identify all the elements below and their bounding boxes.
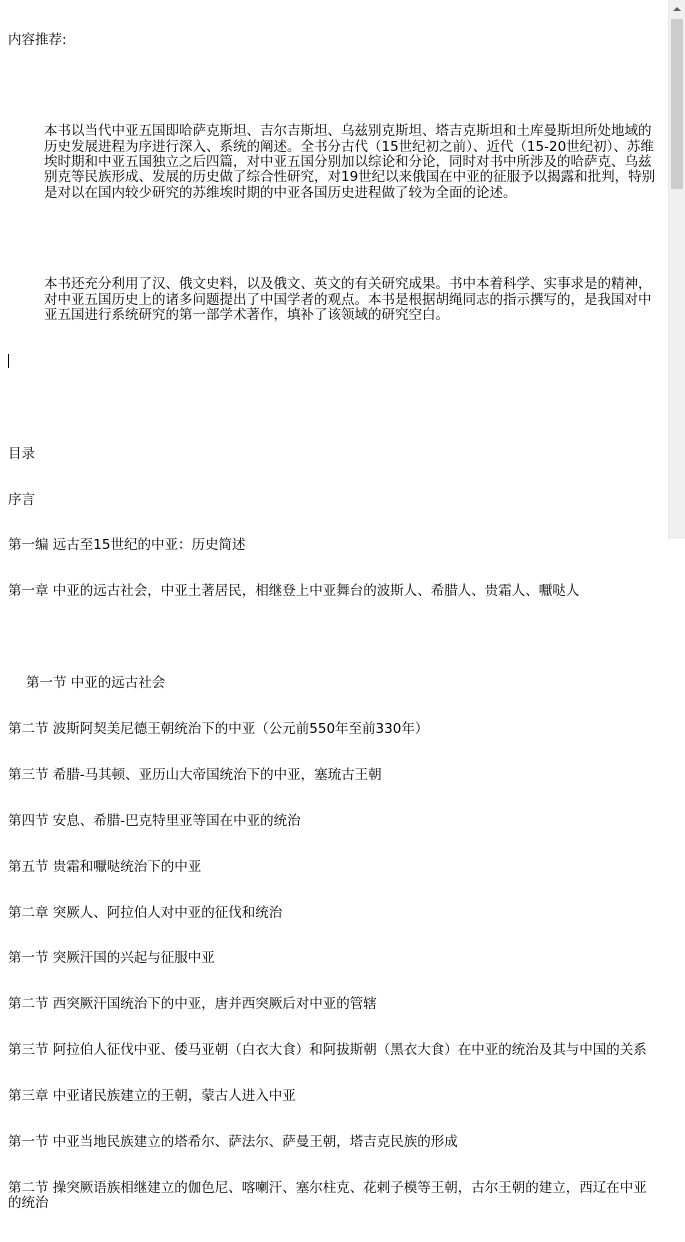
toc-item: 第一编 远古至15世纪的中亚：历史简述 xyxy=(8,537,246,554)
toc-title: 目录 xyxy=(8,445,35,462)
toc-item: 第五节 贵霜和嚈哒统治下的中亚 xyxy=(8,858,202,875)
intro-paragraph-1: 本书以当代中亚五国即哈萨克斯坦、吉尔吉斯坦、乌兹别克斯坦、塔吉克斯坦和土库曼斯坦所处地域的历史发展进程为序进行深入、系统的阐述。全书分古代（15世纪初之前）、近代（15-20世纪初）、苏维埃时期和中亚五国独立之后四篇，对中亚五国分别加以综论和分论，同时对书中所涉及的哈萨克、乌兹别克等民族形成、发展的历史做了综合性研究，对19世纪以来俄国在中亚的征服予以揭露和批判，特别是对以在国内较少研究的苏维埃时期的中亚各国历史进程做了较为全面的论述。 xyxy=(44,123,656,201)
toc-item: 第二章 突厥人、阿拉伯人对中亚的征伐和统治 xyxy=(8,904,283,921)
toc-item: 第三节 阿拉伯人征伐中亚、倭马亚朝（白衣大食）和阿拔斯朝（黑衣大食）在中亚的统治及其与中国的关系 xyxy=(8,1042,647,1059)
toc-item: 第一节 突厥汗国的兴起与征服中亚 xyxy=(8,950,215,967)
toc-item: 第四节 安息、希腊-巴克特里亚等国在中亚的统治 xyxy=(8,812,301,829)
toc-item: 第一节 中亚的远古社会 xyxy=(26,675,166,692)
text-caret xyxy=(8,354,657,370)
toc-item: 第三节 希腊-马其顿、亚历山大帝国统治下的中亚，塞琉古王朝 xyxy=(8,766,382,783)
toc-item: 第二节 操突厥语族相继建立的伽色尼、喀喇汗、塞尔柱克、花剌子模等王朝，古尔王朝的建立，西辽在中亚的统治 xyxy=(8,1179,647,1212)
toc-item: 第三章 中亚诸民族建立的王朝，蒙古人进入中亚 xyxy=(8,1088,296,1105)
scrollbar-thumb[interactable] xyxy=(671,19,683,189)
intro-paragraph-2: 本书还充分利用了汉、俄文史料，以及俄文、英文的有关研究成果。书中本着科学、实事求是的精神，对中亚五国历史上的诸多问题提出了中国学者的观点。本书是根据胡绳同志的指示撰写的，是我国对中亚五国进行系统研究的第一部学术著作，填补了该领域的研究空白。 xyxy=(44,276,652,323)
toc-item: 第二节 波斯阿契美尼德王朝统治下的中亚（公元前550年至前330年） xyxy=(8,720,429,737)
toc-preface: 序言 xyxy=(8,491,35,508)
scroll-up-arrow-icon[interactable] xyxy=(669,0,685,17)
content-heading: 内容推荐: xyxy=(8,31,67,48)
vertical-scrollbar[interactable] xyxy=(668,0,685,539)
toc-item: 第一章 中亚的远古社会，中亚土著居民，相继登上中亚舞台的波斯人、希腊人、贵霜人、嚈哒人 xyxy=(8,583,580,600)
toc-item: 第一节 中亚当地民族建立的塔希尔、萨法尔、萨曼王朝，塔吉克民族的形成 xyxy=(8,1133,458,1150)
toc-item: 第二节 西突厥汗国统治下的中亚，唐并西突厥后对中亚的管辖 xyxy=(8,996,377,1013)
